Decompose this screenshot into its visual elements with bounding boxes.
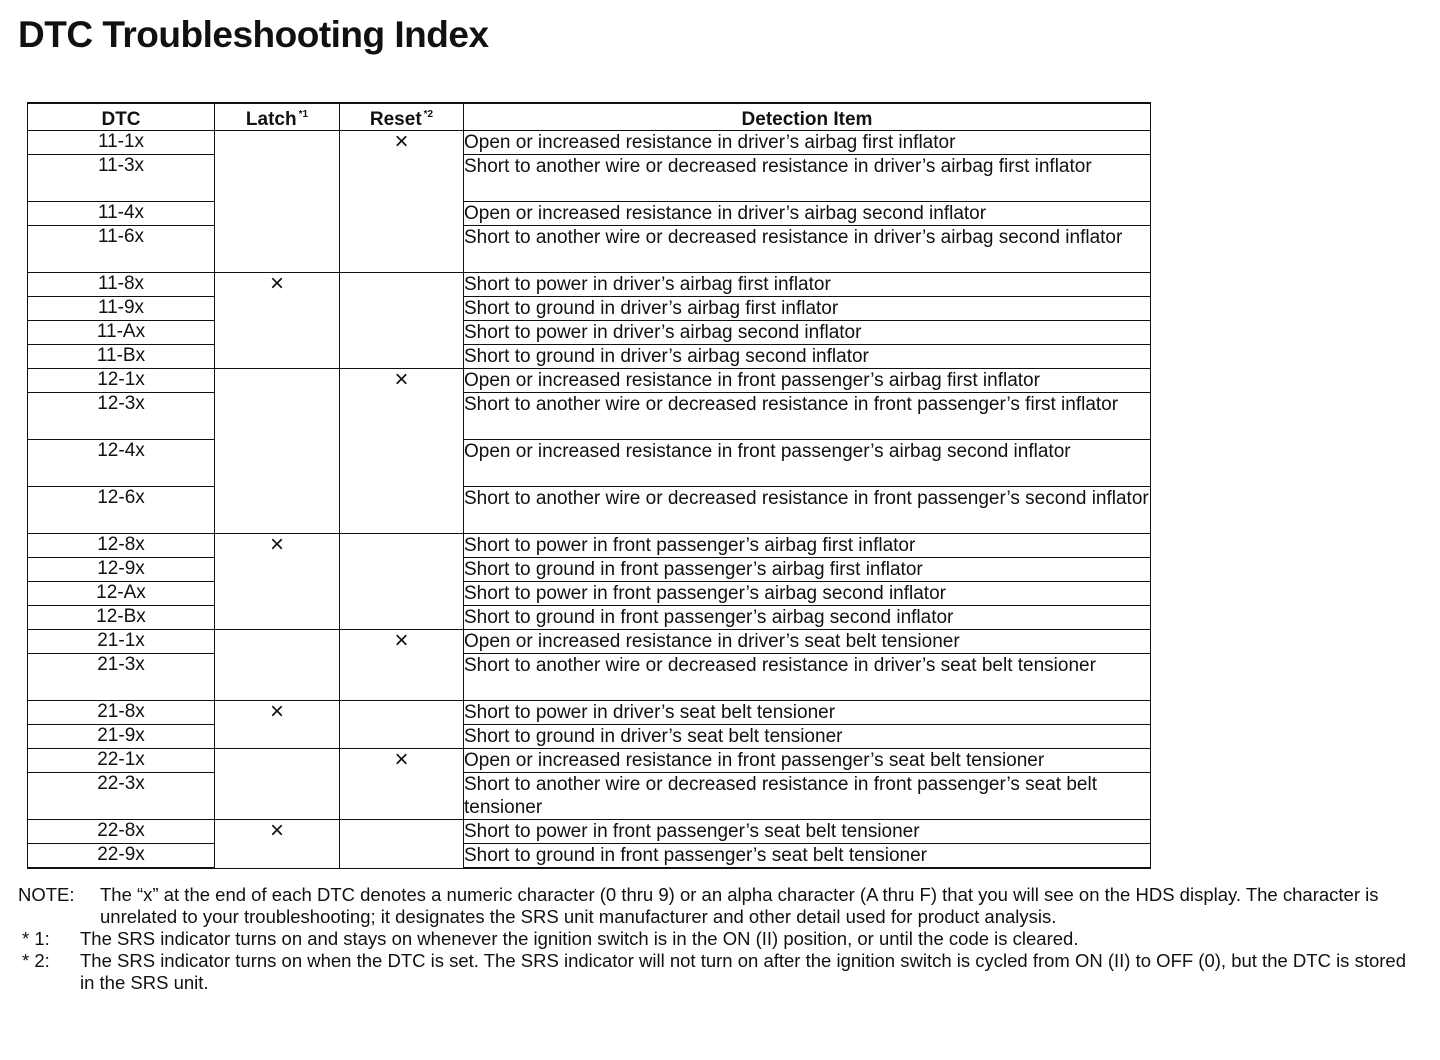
table-row <box>28 321 1151 345</box>
table-row <box>28 202 1151 226</box>
latch-mark: × <box>215 534 340 630</box>
detection-item: Open or increased resistance in driver’s airbag first inflator <box>464 131 1151 155</box>
table-row <box>28 582 1151 606</box>
dtc-code: 12-3x <box>28 393 215 440</box>
reset-mark: × <box>340 630 464 701</box>
detection-item: Short to ground in driver’s seat belt tensioner <box>464 725 1151 749</box>
dtc-code: 21-1x <box>28 630 215 654</box>
detection-item: Short to ground in front passenger’s airbag second inflator <box>464 606 1151 630</box>
table-row <box>28 773 1151 820</box>
reset-footnote-ref: *2 <box>423 109 434 120</box>
note-text: The “x” at the end of each DTC denotes a numeric character (0 thru 9) or an alpha character (A thru F) that you will see on the HDS display. The character is unrelated to your troubleshooting; it designates the SRS unit manufacturer and other detail used for product analysis. <box>100 884 1379 927</box>
detection-item: Short to another wire or decreased resistance in front passenger’s first inflator <box>464 393 1151 440</box>
latch-mark <box>215 131 340 273</box>
reset-mark <box>340 820 464 869</box>
detection-item: Short to power in front passenger’s seat belt tensioner <box>464 820 1151 844</box>
reset-mark <box>340 701 464 749</box>
note-label: NOTE: <box>18 884 75 905</box>
table-row <box>28 226 1151 273</box>
footnote-1 <box>18 928 1418 950</box>
table-row <box>28 297 1151 321</box>
table-row <box>28 844 1151 869</box>
dtc-code: 22-3x <box>28 773 215 820</box>
detection-item: Short to power in front passenger’s airbag second inflator <box>464 582 1151 606</box>
latch-mark <box>215 369 340 534</box>
dtc-code: 22-8x <box>28 820 215 844</box>
detection-item: Short to power in driver’s airbag second inflator <box>464 321 1151 345</box>
latch-mark <box>215 630 340 701</box>
dtc-code: 12-1x <box>28 369 215 393</box>
table-row <box>28 345 1151 369</box>
table-row <box>28 155 1151 202</box>
table-row <box>28 273 1151 297</box>
footnote-1-label: * 1: <box>22 928 50 949</box>
detection-item: Short to another wire or decreased resistance in driver’s airbag first inflator <box>464 155 1151 202</box>
detection-item: Open or increased resistance in driver’s seat belt tensioner <box>464 630 1151 654</box>
page-title: DTC Troubleshooting Index <box>18 14 489 55</box>
dtc-code: 11-9x <box>28 297 215 321</box>
footnote-2-label: * 2: <box>22 950 50 971</box>
detection-item: Short to ground in front passenger’s seat belt tensioner <box>464 844 1151 869</box>
detection-item: Short to another wire or decreased resistance in front passenger’s second inflator <box>464 487 1151 534</box>
dtc-code: 11-8x <box>28 273 215 297</box>
table-row <box>28 654 1151 701</box>
table-row <box>28 606 1151 630</box>
reset-mark <box>340 273 464 369</box>
table-row <box>28 393 1151 440</box>
detection-item: Short to another wire or decreased resistance in driver’s airbag second inflator <box>464 226 1151 273</box>
dtc-code: 12-4x <box>28 440 215 487</box>
reset-mark: × <box>340 369 464 534</box>
latch-footnote-ref: *1 <box>298 109 309 120</box>
detection-item: Short to ground in front passenger’s airbag first inflator <box>464 558 1151 582</box>
dtc-code: 11-4x <box>28 202 215 226</box>
header-latch: Latch $^{*1}$ <box>215 103 340 131</box>
reset-mark: × <box>340 131 464 273</box>
dtc-code: 12-Ax <box>28 582 215 606</box>
detection-item: Short to another wire or decreased resistance in driver’s seat belt tensioner <box>464 654 1151 701</box>
dtc-code: 21-9x <box>28 725 215 749</box>
footnote-2-text: The SRS indicator turns on when the DTC is set. The SRS indicator will not turn on after the ignition switch is cycled from ON (II) to OFF (0), but the DTC is stored in the SRS unit. <box>80 950 1406 993</box>
dtc-code: 21-3x <box>28 654 215 701</box>
latch-mark <box>215 749 340 820</box>
detection-item: Open or increased resistance in front passenger’s airbag first inflator <box>464 369 1151 393</box>
dtc-code: 11-6x <box>28 226 215 273</box>
table-row <box>28 487 1151 534</box>
dtc-code: 12-8x <box>28 534 215 558</box>
dtc-code: 11-Bx <box>28 345 215 369</box>
reset-mark: × <box>340 749 464 820</box>
detection-item: Open or increased resistance in front passenger’s seat belt tensioner <box>464 749 1151 773</box>
header-reset: Reset $^{*2}$ <box>340 103 464 131</box>
note <box>18 884 1418 928</box>
dtc-code: 12-6x <box>28 487 215 534</box>
table-row <box>28 749 1151 773</box>
table-row <box>28 701 1151 725</box>
dtc-code: 12-Bx <box>28 606 215 630</box>
dtc-index-table <box>27 102 1151 869</box>
table-row <box>28 534 1151 558</box>
table-row <box>28 131 1151 155</box>
detection-item: Short to another wire or decreased resistance in front passenger’s seat belt tensioner <box>464 773 1151 820</box>
footnote-2 <box>18 950 1418 994</box>
latch-mark: × <box>215 273 340 369</box>
table-row <box>28 725 1151 749</box>
dtc-code: 22-1x <box>28 749 215 773</box>
dtc-code: 21-8x <box>28 701 215 725</box>
latch-mark: × <box>215 820 340 869</box>
table-row <box>28 820 1151 844</box>
header-detection-item: Detection Item <box>464 103 1151 131</box>
header-dtc: DTC <box>28 103 215 131</box>
dtc-code: 12-9x <box>28 558 215 582</box>
dtc-code: 11-3x <box>28 155 215 202</box>
detection-item: Short to power in driver’s airbag first inflator <box>464 273 1151 297</box>
table-row <box>28 369 1151 393</box>
reset-mark <box>340 534 464 630</box>
table-row <box>28 558 1151 582</box>
detection-item: Short to power in front passenger’s airbag first inflator <box>464 534 1151 558</box>
notes-section <box>18 884 1418 994</box>
latch-mark: × <box>215 701 340 749</box>
dtc-code: 11-1x <box>28 131 215 155</box>
detection-item: Short to power in driver’s seat belt tensioner <box>464 701 1151 725</box>
dtc-code: 22-9x <box>28 844 215 869</box>
detection-item: Open or increased resistance in front passenger’s airbag second inflator <box>464 440 1151 487</box>
dtc-code: 11-Ax <box>28 321 215 345</box>
table-row <box>28 440 1151 487</box>
detection-item: Open or increased resistance in driver’s airbag second inflator <box>464 202 1151 226</box>
table-header-row <box>28 103 1151 131</box>
detection-item: Short to ground in driver’s airbag second inflator <box>464 345 1151 369</box>
footnote-1-text: The SRS indicator turns on and stays on whenever the ignition switch is in the ON (II) position, or until the code is cleared. <box>80 928 1079 949</box>
table-row <box>28 630 1151 654</box>
detection-item: Short to ground in driver’s airbag first inflator <box>464 297 1151 321</box>
